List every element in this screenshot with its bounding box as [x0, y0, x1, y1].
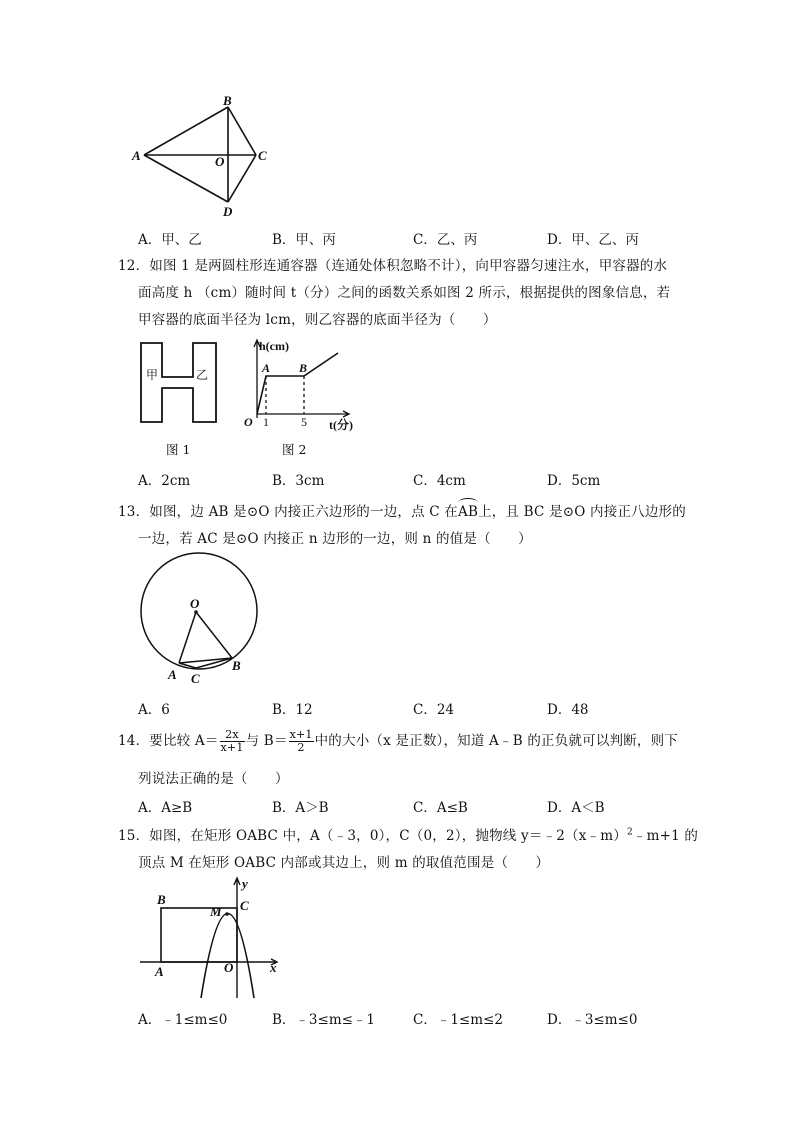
- q15-option-b[interactable]: B．﹣3≤m≤﹣1: [272, 1012, 376, 1028]
- segment-oa: [179, 612, 196, 663]
- q14-stem-mid: 与 B＝: [245, 733, 288, 749]
- q14-stem-line2: 列说法正确的是（ ）: [138, 771, 289, 787]
- container-left-label: 甲: [146, 368, 159, 382]
- q13-arc-ab: AB: [458, 504, 479, 520]
- q14-fraction-b-numerator: x+1: [289, 728, 313, 741]
- label-b: B: [223, 93, 232, 108]
- label-o: O: [190, 596, 200, 611]
- label-a: A: [132, 148, 141, 163]
- y-axis-label: h(cm): [259, 339, 289, 353]
- point-a-label: A: [262, 361, 271, 375]
- q14-option-d[interactable]: D．A＜B: [547, 800, 605, 816]
- q14-stem-line1: [118, 729, 678, 754]
- q14-stem-pre: 14．要比较 A＝: [118, 733, 219, 749]
- label-x: x: [270, 960, 277, 975]
- origin-label: O: [244, 415, 253, 429]
- label-m: M: [210, 904, 222, 919]
- q12-option-d[interactable]: D．5cm: [547, 473, 601, 489]
- q15-option-a[interactable]: A．﹣1≤m≤0: [138, 1012, 228, 1028]
- q13-stem-line1-pre: 13．如图，边 AB 是⊙O 内接正六边形的一边，点 C 在: [118, 504, 459, 520]
- label-c: C: [191, 671, 200, 686]
- q12-figure2-graph: [236, 336, 366, 436]
- parabola-curve: [201, 914, 254, 999]
- q14-option-a[interactable]: A．A≥B: [138, 800, 193, 816]
- q14-stem-post: 中的大小（x 是正数），知道 A﹣B 的正负就可以判断，则下: [314, 733, 679, 749]
- q15-stem-line1-post: ﹣m+1 的: [632, 828, 699, 844]
- q12-stem-line2: 面高度 h （cm）随时间 t（分）之间的函数关系如图 2 所示，根据提供的图象信息，若: [138, 285, 671, 301]
- rectangle-oabc: [161, 908, 237, 962]
- q13-option-d[interactable]: D．48: [547, 702, 589, 718]
- q13-option-c[interactable]: C．24: [413, 702, 455, 718]
- q11-option-b[interactable]: B．甲、丙: [272, 232, 336, 248]
- q14-option-b[interactable]: B．A＞B: [272, 800, 329, 816]
- q11-kite-figure: [130, 92, 280, 220]
- q12-option-a[interactable]: A．2cm: [138, 473, 191, 489]
- label-b: B: [157, 892, 166, 907]
- q12-figure1-caption: 图 1: [166, 442, 191, 457]
- point-b-label: B: [299, 361, 308, 375]
- q15-option-c[interactable]: C．﹣1≤m≤2: [413, 1012, 503, 1028]
- label-c: C: [258, 148, 267, 163]
- q13-stem-line1: [118, 500, 686, 520]
- q12-option-b[interactable]: B．3cm: [272, 473, 325, 489]
- circle-o: [141, 553, 257, 669]
- q11-option-d[interactable]: D．甲、乙、丙: [547, 232, 639, 248]
- label-o: O: [215, 154, 225, 169]
- q15-stem-line1: [118, 824, 698, 844]
- q15-option-d[interactable]: D．﹣3≤m≤0: [547, 1012, 638, 1028]
- q12-stem-line1: 12．如图 1 是两圆柱形连通容器（连通处体积忽略不计），向甲容器匀速注水，甲容器的水: [118, 258, 668, 274]
- q11-option-c[interactable]: C．乙、丙: [413, 232, 478, 248]
- container-right-label: 乙: [196, 368, 209, 382]
- q15-stem-line2: 顶点 M 在矩形 OABC 内部或其边上，则 m 的取值范围是（ ）: [138, 855, 550, 871]
- q15-stem-line1-pre: 15．如图，在矩形 OABC 中，A（﹣3，0），C（0，2），抛物线 y＝﹣2（x﹣m）: [118, 828, 627, 844]
- q14-option-c[interactable]: C．A≤B: [413, 800, 468, 816]
- vertex-m-dot: [225, 912, 229, 916]
- q13-stem-line2: 一边，若 AC 是⊙O 内接正 n 边形的一边，则 n 的值是（ ）: [138, 531, 532, 547]
- tick-1-label: 1: [263, 415, 269, 429]
- segment-cd: [228, 155, 256, 202]
- q12-figure2-caption: 图 2: [282, 442, 307, 457]
- q13-stem-line1-post: 上，且 BC 是⊙O 内接正八边形的: [478, 504, 686, 520]
- q12-figure1-containers: [138, 340, 220, 426]
- q14-fraction-a-numerator: 2x: [220, 729, 245, 742]
- label-a: A: [155, 964, 164, 979]
- q11-option-a[interactable]: A．甲、乙: [138, 232, 202, 248]
- q12-stem-line3: 甲容器的底面半径为 lcm，则乙容器的底面半径为（ ）: [138, 312, 497, 328]
- q13-circle-figure: [136, 548, 266, 688]
- q14-fraction-a: [220, 729, 245, 754]
- q12-option-c[interactable]: C．4cm: [413, 473, 466, 489]
- q14-fraction-b-denominator: 2: [297, 741, 305, 754]
- q14-fraction-a-denominator: x+1: [220, 741, 244, 754]
- label-c: C: [240, 898, 249, 913]
- label-b: B: [232, 658, 241, 673]
- segment-bc: [228, 107, 256, 155]
- q15-exponent: 2: [626, 827, 633, 838]
- q14-fraction-b: [289, 729, 314, 754]
- q13-option-a[interactable]: A．6: [138, 702, 170, 718]
- segment-ob: [196, 612, 232, 658]
- q15-parabola-figure: [136, 874, 286, 1000]
- label-d: D: [223, 204, 233, 219]
- segment-ab: [144, 107, 228, 155]
- container-outline: [141, 343, 216, 422]
- tick-5-label: 5: [301, 415, 307, 429]
- x-axis-label: t(分): [329, 418, 353, 432]
- label-a: A: [168, 667, 177, 682]
- q13-option-b[interactable]: B．12: [272, 702, 313, 718]
- label-y: y: [242, 876, 248, 891]
- label-o: O: [224, 960, 234, 975]
